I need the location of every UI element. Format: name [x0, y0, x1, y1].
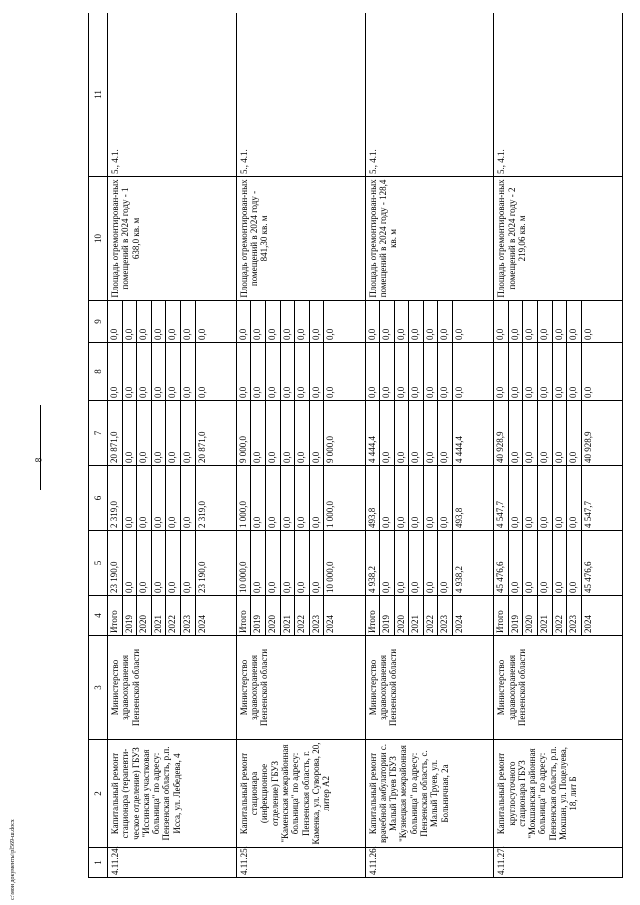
- indicator-reference: 5., 4.1.: [494, 13, 623, 177]
- local-budget-cell-value: 0,0: [295, 343, 310, 400]
- column-header-10: 10: [89, 177, 108, 301]
- result-description: Площадь отремонтирован-ных помещений в 2024 году - 841,30 кв. м: [236, 177, 365, 301]
- row-number: 4.11.24.: [108, 848, 237, 878]
- year-cell-value: 2019: [509, 596, 524, 635]
- other-sources-cell: [494, 301, 623, 343]
- local-budget-cell-value: 0,0: [523, 343, 538, 400]
- year-cell-value: 2023: [567, 596, 582, 635]
- federal-budget-cell-value: 0,0: [137, 401, 152, 465]
- regional-budget-cell-value: 0,0: [166, 466, 181, 530]
- year-cell-value: Итого: [108, 596, 123, 635]
- local-budget-cell-value: 0,0: [553, 343, 568, 400]
- page-number: 8: [33, 457, 44, 463]
- column-header-2: 2: [89, 740, 108, 848]
- regional-budget-cell-value: 0,0: [123, 466, 138, 530]
- local-budget-cell-value: 0,0: [538, 343, 553, 400]
- year-cell: [365, 596, 494, 636]
- year-cell-value: 2021: [538, 596, 553, 635]
- federal-budget-cell-value: 0,0: [395, 401, 410, 465]
- header-row: [89, 13, 108, 878]
- local-budget-cell-value: 0,0: [251, 343, 266, 400]
- federal-budget-cell-value: 0,0: [123, 401, 138, 465]
- total-cell-value: 0,0: [509, 531, 524, 595]
- total-cell-value: 0,0: [409, 531, 424, 595]
- other-sources-cell-value: 0,0: [454, 328, 465, 340]
- year-cell-value: Итого: [494, 596, 509, 635]
- regional-budget-cell-value: 493,8: [454, 507, 465, 528]
- federal-budget-cell-value: 0,0: [380, 401, 395, 465]
- total-cell-value: 10 000,0: [237, 531, 252, 595]
- regional-budget-cell-value: 1 000,0: [325, 501, 336, 528]
- total-cell-value: 0,0: [438, 531, 453, 595]
- federal-budget-cell-value: 0,0: [438, 401, 453, 465]
- year-cell-value: 2024: [196, 615, 207, 633]
- column-header-8: 8: [89, 343, 108, 401]
- local-budget-cell-value: 0,0: [152, 343, 167, 400]
- total-cell-value: 0,0: [538, 531, 553, 595]
- regional-budget-cell-value: 0,0: [553, 466, 568, 530]
- other-sources-cell-value: 0,0: [251, 301, 266, 342]
- result-description: Площадь отремонтирован-ных помещений в 2024 году - 1 638,0 кв. м: [108, 177, 237, 301]
- other-sources-cell-value: 0,0: [553, 301, 568, 342]
- year-cell-value: 2021: [281, 596, 296, 635]
- regional-budget-cell-value: 0,0: [310, 466, 325, 530]
- federal-budget-cell-value: 0,0: [166, 401, 181, 465]
- other-sources-cell-value: 0,0: [181, 301, 196, 342]
- regional-budget-cell-value: 0,0: [380, 466, 395, 530]
- regional-budget-cell-value: 0,0: [523, 466, 538, 530]
- federal-budget-cell-value: 0,0: [295, 401, 310, 465]
- federal-budget-cell-value: 20 871,0: [196, 431, 207, 463]
- regional-budget-cell-value: 0,0: [424, 466, 439, 530]
- table-row: [365, 13, 494, 878]
- regional-budget-cell: [236, 466, 365, 531]
- local-budget-cell-value: 0,0: [181, 343, 196, 400]
- local-budget-cell-value: 0,0: [137, 343, 152, 400]
- federal-budget-cell-value: 0,0: [310, 401, 325, 465]
- regional-budget-cell-value: 0,0: [281, 466, 296, 530]
- local-budget-cell-value: 0,0: [438, 343, 453, 400]
- regional-budget-cell-value: 0,0: [509, 466, 524, 530]
- year-cell-value: 2020: [395, 596, 410, 635]
- year-cell: [236, 596, 365, 636]
- total-cell-value: 10 000,0: [325, 561, 336, 593]
- other-sources-cell-value: 0,0: [523, 301, 538, 342]
- federal-budget-cell-value: 0,0: [567, 401, 582, 465]
- indicator-reference: 5., 4.1.: [236, 13, 365, 177]
- year-cell-value: 2019: [380, 596, 395, 635]
- year-cell-value: Итого: [366, 596, 381, 635]
- column-header-1: 1: [89, 848, 108, 878]
- regional-budget-cell-value: 0,0: [395, 466, 410, 530]
- year-cell-value: 2022: [424, 596, 439, 635]
- total-cell-value: 0,0: [181, 531, 196, 595]
- federal-budget-cell: [236, 401, 365, 466]
- local-budget-cell-value: 0,0: [108, 343, 123, 400]
- project-name: Капитальный ремонт стационара (инфекционное отделение) ГБУЗ "Каменская межрайонная больница" по адресу: Пензенская область, г. Каменка, ул. Суворова, 20, литер А2: [236, 740, 365, 848]
- other-sources-cell-value: 0,0: [237, 301, 252, 342]
- column-header-4: 4: [89, 596, 108, 636]
- total-cell-value: 4 938,2: [366, 531, 381, 595]
- indicator-reference: 5., 4.1.: [365, 13, 494, 177]
- year-cell-value: 2023: [310, 596, 325, 635]
- federal-budget-cell-value: 0,0: [409, 401, 424, 465]
- federal-budget-cell-value: 0,0: [181, 401, 196, 465]
- federal-budget-cell-value: 0,0: [509, 401, 524, 465]
- other-sources-cell-value: 0,0: [196, 328, 207, 340]
- executor: Министерство здравоохранения Пензенской области: [108, 636, 237, 740]
- other-sources-cell-value: 0,0: [409, 301, 424, 342]
- column-header-3: 3: [89, 636, 108, 740]
- other-sources-cell-value: 0,0: [494, 301, 509, 342]
- regional-budget-cell: [108, 466, 237, 531]
- column-header-6: 6: [89, 466, 108, 531]
- year-cell-value: 2022: [166, 596, 181, 635]
- column-header-9: 9: [89, 301, 108, 343]
- year-cell-value: 2024: [454, 615, 465, 633]
- other-sources-cell-value: 0,0: [310, 301, 325, 342]
- year-cell-value: 2019: [251, 596, 266, 635]
- local-budget-cell-value: 0,0: [454, 386, 465, 398]
- total-cell: [108, 531, 237, 596]
- other-sources-cell-value: 0,0: [538, 301, 553, 342]
- federal-budget-cell-value: 40 928,9: [582, 431, 593, 463]
- total-cell-value: 23 190,0: [196, 561, 207, 593]
- other-sources-cell-value: 0,0: [281, 301, 296, 342]
- federal-budget-cell: [108, 401, 237, 466]
- year-cell: [108, 596, 237, 636]
- total-cell-value: 0,0: [310, 531, 325, 595]
- federal-budget-cell-value: 0,0: [424, 401, 439, 465]
- other-sources-cell-value: 0,0: [582, 328, 593, 340]
- regional-budget-cell-value: 2 319,0: [196, 501, 207, 528]
- other-sources-cell-value: 0,0: [266, 301, 281, 342]
- federal-budget-cell-value: 0,0: [538, 401, 553, 465]
- federal-budget-cell-value: 0,0: [251, 401, 266, 465]
- regional-budget-cell-value: 0,0: [137, 466, 152, 530]
- result-description: Площадь отремонтирован-ных помещений в 2024 году - 2 219,06 кв. м: [494, 177, 623, 301]
- local-budget-cell-value: 0,0: [509, 343, 524, 400]
- total-cell-value: 0,0: [424, 531, 439, 595]
- other-sources-cell-value: 0,0: [325, 328, 336, 340]
- year-cell-value: 2024: [582, 615, 593, 633]
- total-cell-value: 0,0: [523, 531, 538, 595]
- executor: Министерство здравоохранения Пензенской области: [236, 636, 365, 740]
- regional-budget-cell-value: 0,0: [152, 466, 167, 530]
- total-cell-value: 0,0: [152, 531, 167, 595]
- total-cell: [236, 531, 365, 596]
- other-sources-cell-value: 0,0: [123, 301, 138, 342]
- year-cell-value: 2020: [523, 596, 538, 635]
- total-cell-value: 45 476,6: [494, 531, 509, 595]
- other-sources-cell-value: 0,0: [366, 301, 381, 342]
- local-budget-cell-value: 0,0: [494, 343, 509, 400]
- local-budget-cell: [108, 343, 237, 401]
- column-header-5: 5: [89, 531, 108, 596]
- regional-budget-cell-value: 0,0: [438, 466, 453, 530]
- other-sources-cell-value: 0,0: [509, 301, 524, 342]
- regional-budget-cell-value: 1 000,0: [237, 466, 252, 530]
- regional-budget-cell-value: 0,0: [567, 466, 582, 530]
- year-cell-value: 2022: [553, 596, 568, 635]
- table-row: [236, 13, 365, 878]
- year-cell-value: 2020: [266, 596, 281, 635]
- federal-budget-cell-value: 4 444,4: [454, 436, 465, 463]
- local-budget-cell-value: 0,0: [424, 343, 439, 400]
- program-table: [88, 13, 623, 878]
- project-name: Капитальный ремонт врачебной амбулатории с. Малый Труев ГБУЗ "Кузнецкая межрайонная больница" по адресу: Пензенская область, с. Малый Труев, ул. Больничная, 2а: [365, 740, 494, 848]
- year-cell: [494, 596, 623, 636]
- indicator-reference: 5., 4.1.: [108, 13, 237, 177]
- total-cell: [365, 531, 494, 596]
- local-budget-cell-value: 0,0: [366, 343, 381, 400]
- year-cell-value: Итого: [237, 596, 252, 635]
- other-sources-cell-value: 0,0: [380, 301, 395, 342]
- year-cell-value: 2019: [123, 596, 138, 635]
- federal-budget-cell-value: 0,0: [152, 401, 167, 465]
- other-sources-cell-value: 0,0: [166, 301, 181, 342]
- federal-budget-cell-value: 20 871,0: [108, 401, 123, 465]
- local-budget-cell-value: 0,0: [567, 343, 582, 400]
- total-cell-value: 0,0: [251, 531, 266, 595]
- local-budget-cell-value: 0,0: [582, 386, 593, 398]
- total-cell-value: 0,0: [395, 531, 410, 595]
- other-sources-cell-value: 0,0: [108, 301, 123, 342]
- other-sources-cell-value: 0,0: [295, 301, 310, 342]
- table-row: [494, 13, 623, 878]
- other-sources-cell-value: 0,0: [438, 301, 453, 342]
- regional-budget-cell-value: 493,8: [366, 466, 381, 530]
- executor: Министерство здравоохранения Пензенской области: [365, 636, 494, 740]
- federal-budget-cell-value: 0,0: [553, 401, 568, 465]
- local-budget-cell: [494, 343, 623, 401]
- year-cell-value: 2020: [137, 596, 152, 635]
- regional-budget-cell-value: 2 319,0: [108, 466, 123, 530]
- total-cell-value: 0,0: [295, 531, 310, 595]
- local-budget-cell-value: 0,0: [237, 343, 252, 400]
- rotated-table-area: [88, 13, 623, 878]
- year-cell-value: 2023: [438, 596, 453, 635]
- regional-budget-cell: [365, 466, 494, 531]
- other-sources-cell-value: 0,0: [152, 301, 167, 342]
- divider-line: [40, 405, 41, 490]
- table-row: [108, 13, 237, 878]
- row-number: 4.11.27.: [494, 848, 623, 878]
- project-name: Капитальный ремонт стационара (терапевти-ческое отделение) ГБУЗ "Иссинская участковая больница" по адресу: Пензенская область, р.п. Исса, ул. Лебедева, 4: [108, 740, 237, 848]
- federal-budget-cell: [365, 401, 494, 466]
- regional-budget-cell-value: 0,0: [181, 466, 196, 530]
- federal-budget-cell-value: 40 928,9: [494, 401, 509, 465]
- other-sources-cell: [236, 301, 365, 343]
- result-description: Площадь отремонтирован-ных помещений в 2024 году - 128,4 кв. м: [365, 177, 494, 301]
- project-name: Капитальный ремонт круглосуточного стационара ГБУЗ "Мокшанская районная больница" по адресу: Пензенская область, р.п. Мокшан, ул. Поцелуева, 18, лит Б: [494, 740, 623, 848]
- total-cell-value: 23 190,0: [108, 531, 123, 595]
- other-sources-cell-value: 0,0: [395, 301, 410, 342]
- total-cell-value: 0,0: [281, 531, 296, 595]
- regional-budget-cell-value: 0,0: [409, 466, 424, 530]
- total-cell-value: 0,0: [137, 531, 152, 595]
- column-header-7: 7: [89, 401, 108, 466]
- year-cell-value: 2022: [295, 596, 310, 635]
- regional-budget-cell-value: 4 547,7: [582, 501, 593, 528]
- federal-budget-cell-value: 9 000,0: [237, 401, 252, 465]
- local-budget-cell-value: 0,0: [166, 343, 181, 400]
- regional-budget-cell-value: 0,0: [251, 466, 266, 530]
- federal-budget-cell-value: 0,0: [266, 401, 281, 465]
- year-cell-value: 2024: [325, 615, 336, 633]
- regional-budget-cell: [494, 466, 623, 531]
- federal-budget-cell-value: 9 000,0: [325, 436, 336, 463]
- year-cell-value: 2021: [409, 596, 424, 635]
- other-sources-cell-value: 0,0: [567, 301, 582, 342]
- year-cell-value: 2023: [181, 596, 196, 635]
- regional-budget-cell-value: 0,0: [538, 466, 553, 530]
- federal-budget-cell: [494, 401, 623, 466]
- local-budget-cell-value: 0,0: [325, 386, 336, 398]
- local-budget-cell: [365, 343, 494, 401]
- total-cell-value: 0,0: [166, 531, 181, 595]
- year-cell-value: 2021: [152, 596, 167, 635]
- local-budget-cell-value: 0,0: [123, 343, 138, 400]
- total-cell-value: 0,0: [567, 531, 582, 595]
- regional-budget-cell-value: 0,0: [266, 466, 281, 530]
- row-number: 4.11.25.: [236, 848, 365, 878]
- local-budget-cell-value: 0,0: [196, 386, 207, 398]
- regional-budget-cell-value: 0,0: [295, 466, 310, 530]
- other-sources-cell-value: 0,0: [137, 301, 152, 342]
- total-cell-value: 4 938,2: [454, 566, 465, 593]
- total-cell-value: 0,0: [123, 531, 138, 595]
- other-sources-cell: [108, 301, 237, 343]
- regional-budget-cell-value: 4 547,7: [494, 466, 509, 530]
- local-budget-cell-value: 0,0: [380, 343, 395, 400]
- local-budget-cell-value: 0,0: [266, 343, 281, 400]
- federal-budget-cell-value: 0,0: [523, 401, 538, 465]
- federal-budget-cell-value: 0,0: [281, 401, 296, 465]
- row-number: 4.11.26.: [365, 848, 494, 878]
- local-budget-cell: [236, 343, 365, 401]
- other-sources-cell: [365, 301, 494, 343]
- local-budget-cell-value: 0,0: [409, 343, 424, 400]
- local-budget-cell-value: 0,0: [395, 343, 410, 400]
- column-header-11: 11: [89, 13, 108, 177]
- total-cell-value: 0,0: [553, 531, 568, 595]
- footer-path: c:\мои документы\pl569-ш.docx: [10, 819, 16, 900]
- local-budget-cell-value: 0,0: [310, 343, 325, 400]
- other-sources-cell-value: 0,0: [424, 301, 439, 342]
- total-cell-value: 45 476,6: [582, 561, 593, 593]
- total-cell: [494, 531, 623, 596]
- total-cell-value: 0,0: [380, 531, 395, 595]
- total-cell-value: 0,0: [266, 531, 281, 595]
- local-budget-cell-value: 0,0: [281, 343, 296, 400]
- executor: Министерство здравоохранения Пензенской области: [494, 636, 623, 740]
- federal-budget-cell-value: 4 444,4: [366, 401, 381, 465]
